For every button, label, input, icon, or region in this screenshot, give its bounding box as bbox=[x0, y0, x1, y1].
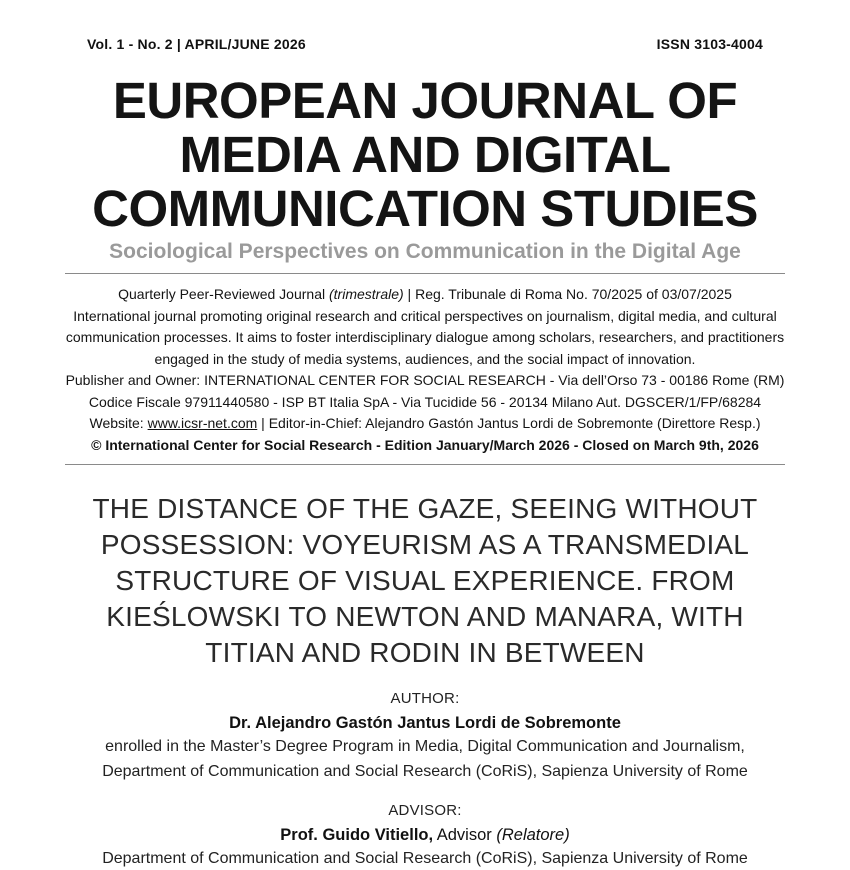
article-title-line-2: POSSESSION: VOYEURISM AS A TRANSMEDIAL bbox=[100, 529, 750, 560]
advisor-department-line: Department of Communication and Social Research (CoRiS), Sapienza University of Rome bbox=[102, 850, 748, 867]
author-label: AUTHOR: bbox=[390, 690, 460, 707]
journal-title bbox=[65, 74, 785, 236]
advisor-label: ADVISOR: bbox=[388, 802, 462, 819]
article-title-line-5: TITIAN AND RODIN IN BETWEEN bbox=[205, 637, 645, 668]
article-title-line-4: KIEŚLOWSKI TO NEWTON AND MANARA, WITH bbox=[106, 601, 744, 632]
registration-suffix: | Reg. Tribunale di Roma No. 70/2025 of 03/07/2025 bbox=[403, 286, 732, 302]
fiscal-line: Codice Fiscale 97911440580 - ISP BT Italia SpA - Via Tucidide 56 - 20134 Milano Aut. DGSCER/1/FP/68284 bbox=[88, 393, 762, 410]
divider-bottom bbox=[65, 464, 785, 465]
editor-in-chief: | Editor-in-Chief: Alejandro Gastón Jantus Lordi de Sobremonte (Direttore Resp.) bbox=[257, 415, 761, 431]
article-title-line-3: STRUCTURE OF VISUAL EXPERIENCE. FROM bbox=[115, 565, 735, 596]
advisor-role: Advisor bbox=[433, 826, 497, 844]
registration-prefix: Quarterly Peer-Reviewed Journal bbox=[118, 286, 329, 302]
journal-description: International journal promoting original research and critical perspectives on journalism, digital media, and cultural communication processes. It aims to foster interdisciplinary dialogue among scholars, researchers, and practitioners engaged in the study of media systems, audiences, and the social impact of innovation. bbox=[65, 307, 785, 367]
issn-label: ISSN 3103-4004 bbox=[656, 36, 763, 52]
registration-line bbox=[65, 284, 785, 306]
byline-block bbox=[65, 690, 785, 870]
imprint-block bbox=[65, 284, 785, 456]
masthead bbox=[65, 74, 785, 264]
author-name: Dr. Alejandro Gastón Jantus Lordi de Sobremonte bbox=[229, 714, 621, 732]
registration-italic: (trimestrale) bbox=[329, 286, 404, 302]
article-title-line-1: THE DISTANCE OF THE GAZE, SEEING WITHOUT bbox=[92, 493, 758, 524]
advisor-role-italic: (Relatore) bbox=[496, 826, 570, 844]
publisher-line: Publisher and Owner: INTERNATIONAL CENTER FOR SOCIAL RESEARCH - Via dell’Orso 73 - 00186 Rome (RM) bbox=[65, 372, 785, 388]
author-department-line: Department of Communication and Social Research (CoRiS), Sapienza University of Rome bbox=[102, 763, 748, 780]
website-link[interactable]: www.icsr-net.com bbox=[147, 415, 258, 431]
issue-header bbox=[65, 36, 785, 52]
copyright-line: © International Center for Social Research - Edition January/March 2026 - Closed on March 9th, 2026 bbox=[91, 436, 759, 453]
website-label: Website: bbox=[89, 415, 148, 431]
journal-title-line-3: COMMUNICATION STUDIES bbox=[92, 180, 758, 237]
author-enrollment-line: enrolled in the Master’s Degree Program in Media, Digital Communication and Journalism, bbox=[105, 738, 745, 755]
advisor-name bbox=[65, 826, 785, 845]
journal-subtitle: Sociological Perspectives on Communication in the Digital Age bbox=[109, 240, 741, 263]
volume-issue-label: Vol. 1 - No. 2 | APRIL/JUNE 2026 bbox=[87, 36, 306, 52]
journal-title-line-2: MEDIA AND DIGITAL bbox=[179, 126, 671, 183]
website-editor-line bbox=[65, 413, 785, 435]
journal-title-line-1: EUROPEAN JOURNAL OF bbox=[112, 72, 738, 129]
advisor-name-bold: Prof. Guido Vitiello, bbox=[280, 826, 434, 844]
divider-top bbox=[65, 273, 785, 274]
article-title bbox=[65, 491, 785, 671]
